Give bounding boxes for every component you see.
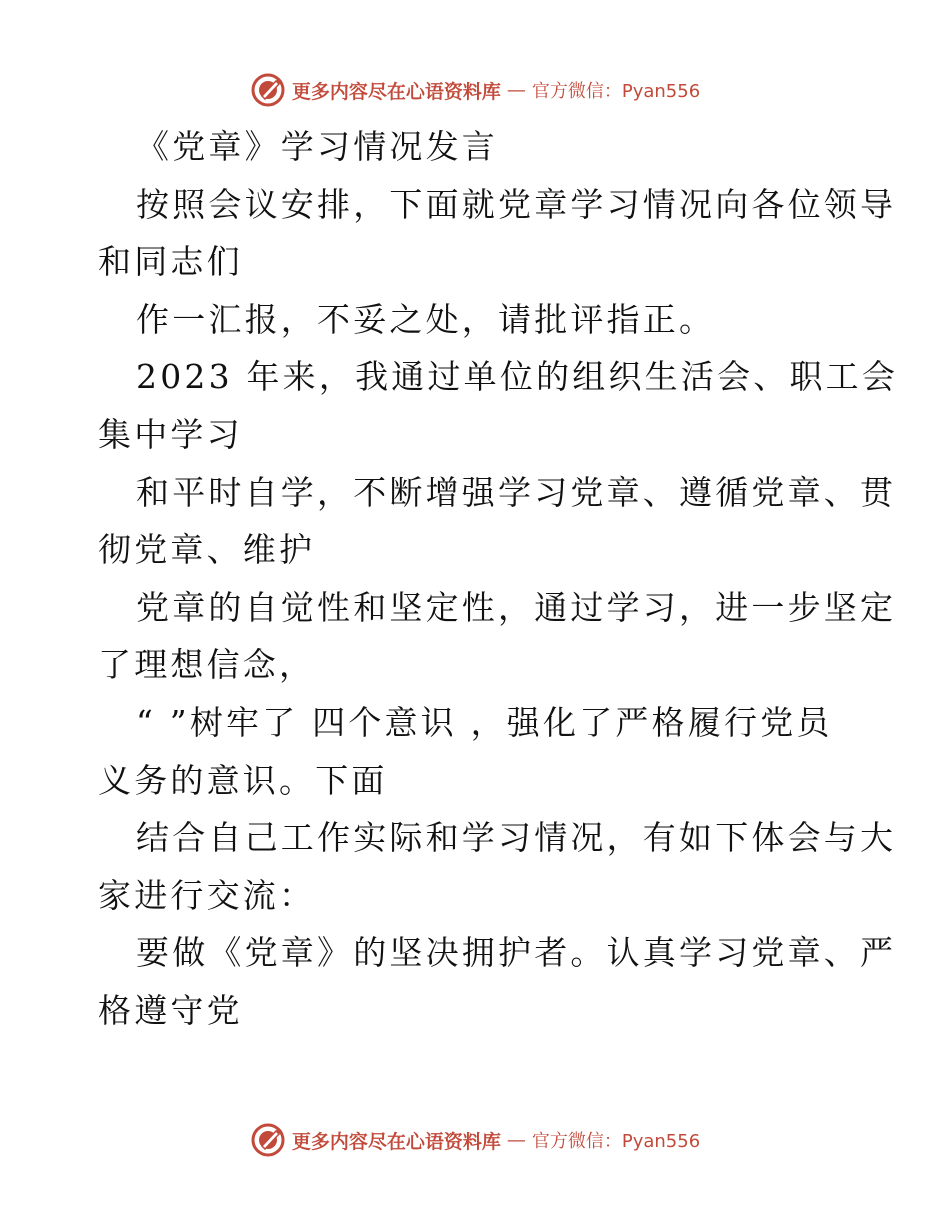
watermark-separator: —	[506, 79, 526, 101]
paragraph-line: 和同志们	[98, 242, 243, 282]
footer-watermark	[0, 1120, 950, 1160]
paragraph-line: 集中学习	[98, 414, 243, 454]
paragraph-line: 按照会议安排，下面就党章学习情况向各位领导	[136, 184, 897, 224]
document-body	[98, 118, 899, 1040]
watermark-contact-text: 官方微信：Pyan556	[531, 1131, 701, 1152]
paragraph-line: 义务的意识。下面	[98, 760, 388, 800]
seal-pen-logo-icon	[250, 72, 286, 108]
watermark-promo-text: 更多内容尽在心语资料库	[291, 1130, 501, 1153]
paragraph-line: 结合自己工作实际和学习情况，有如下体会与大	[136, 818, 897, 858]
paragraph-line: 党章的自觉性和坚定性，通过学习，进一步坚定	[136, 587, 897, 627]
paragraph-line: 彻党章、维护	[98, 530, 316, 570]
paragraph-line: 作一汇报，不妥之处，请批评指正。	[136, 299, 716, 339]
paragraph-line: 了理想信念，	[98, 645, 316, 685]
seal-pen-logo-icon	[250, 1122, 286, 1158]
paragraph-line: 2023 年来，我通过单位的组织生活会、职工会	[136, 357, 899, 397]
paragraph-line: 要做《党章》的坚决拥护者。认真学习党章、严	[136, 933, 897, 973]
paragraph-line: “ ”树牢了 四个意识 ，强化了严格履行党员	[136, 702, 833, 742]
paragraph-line: 格遵守党	[98, 990, 243, 1030]
watermark-promo-text: 更多内容尽在心语资料库	[291, 80, 501, 103]
header-watermark	[0, 70, 950, 110]
paragraph-line: 和平时自学，不断增强学习党章、遵循党章、贯	[136, 472, 897, 512]
paragraph-line: 家进行交流：	[98, 875, 316, 915]
document-title-line: 《党章》学习情况发言	[136, 127, 498, 166]
watermark-contact-text: 官方微信：Pyan556	[531, 81, 701, 102]
watermark-separator: —	[506, 1129, 526, 1151]
